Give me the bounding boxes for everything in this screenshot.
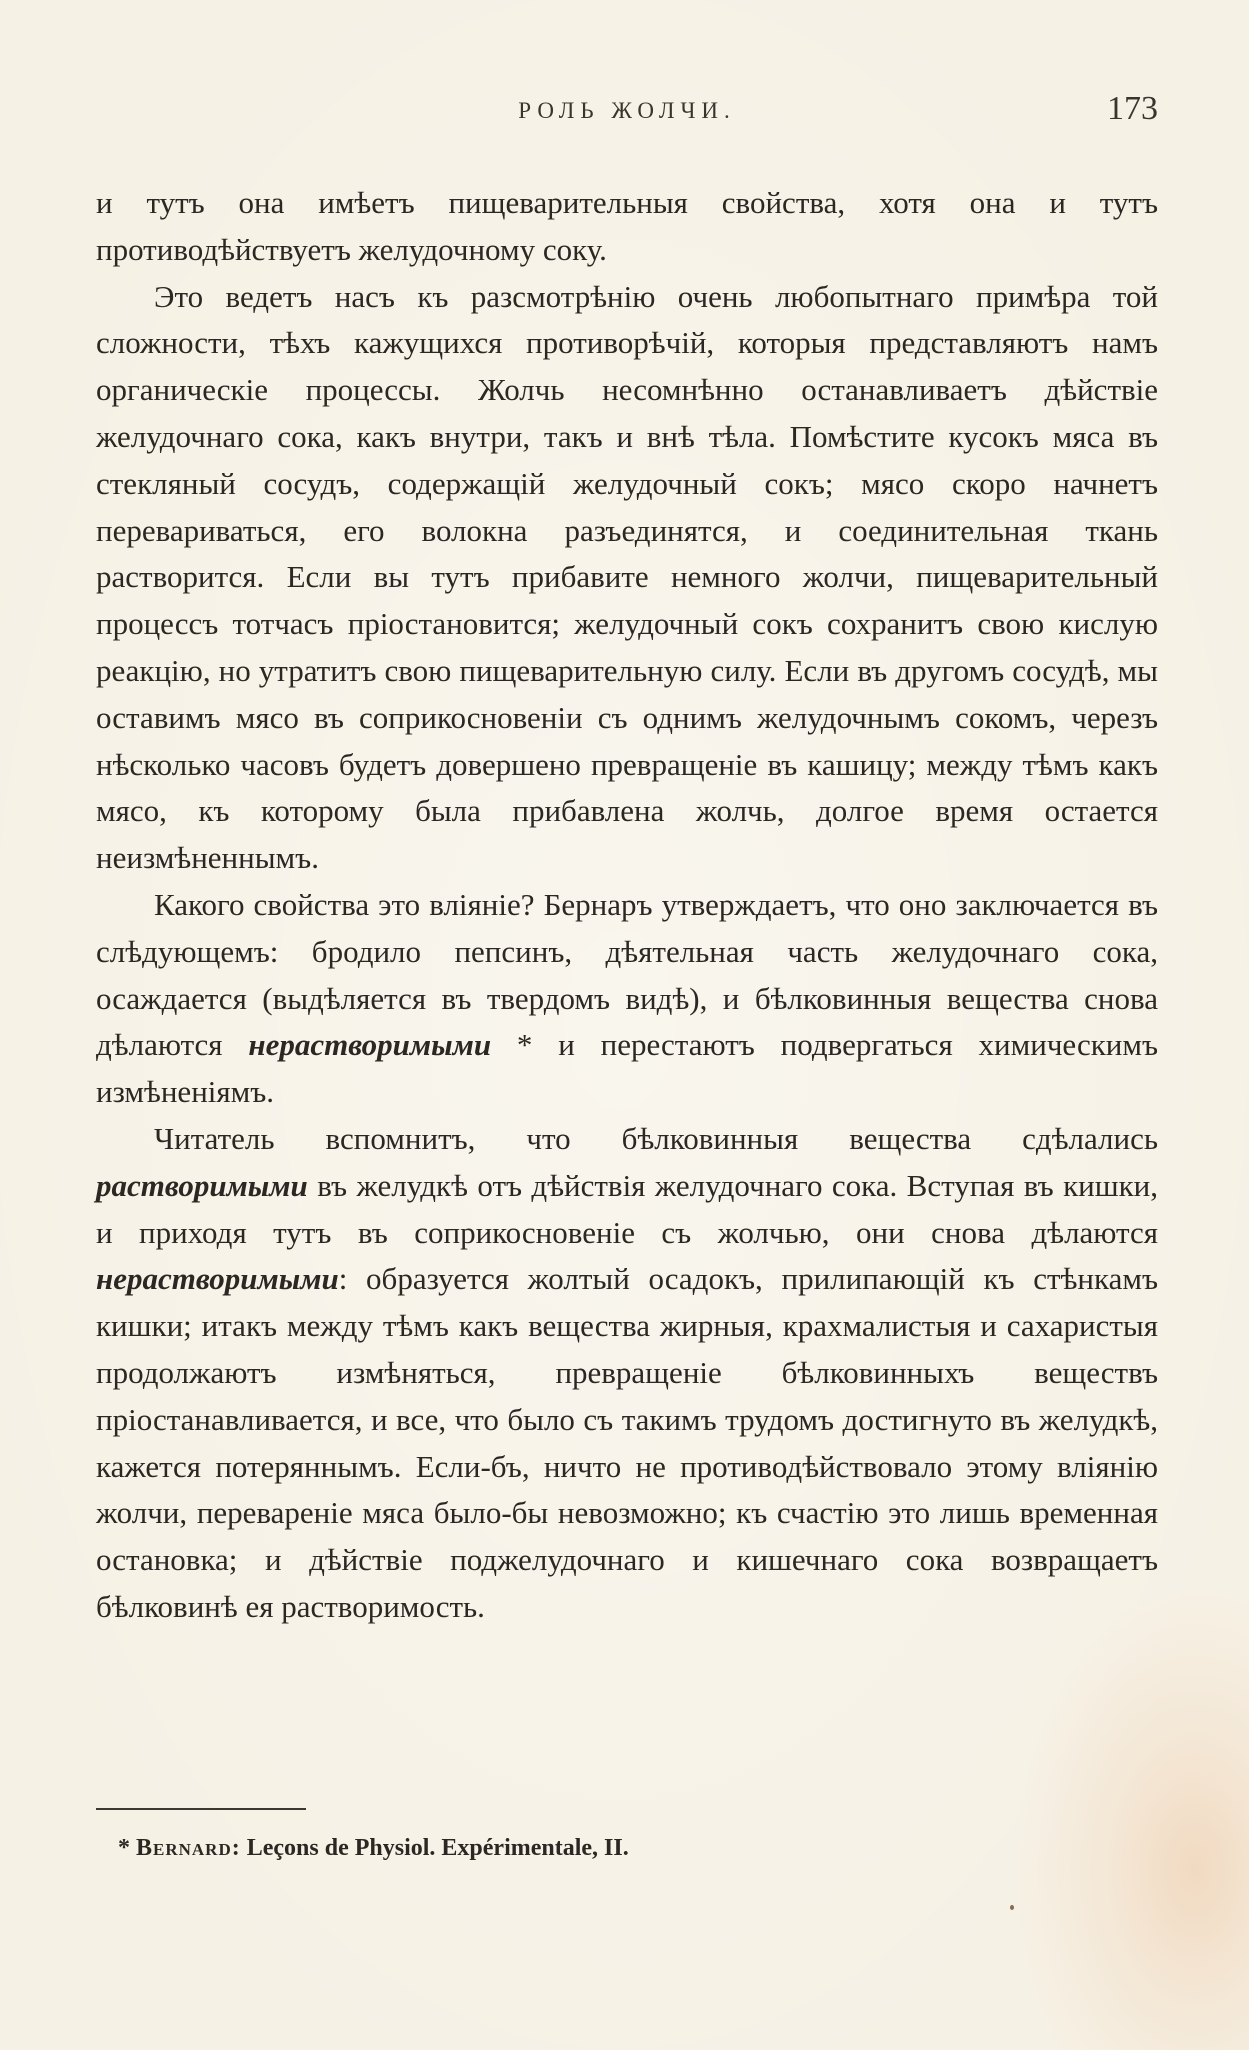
paragraph-1: и тутъ она имѣетъ пищеварительныя свойства, хотя она и тутъ противодѣйствуетъ желудочному соку.: [96, 185, 1158, 267]
paragraph-3-text-a: Какого свойства это вліяніе? Бернаръ утверждаетъ, что оно заключается въ слѣдующемъ: бродило пепсинъ, дѣятельная часть желудочнаго сока, осаждается (выдѣляется въ твердомъ видѣ), и бѣлковинныя вещества снова дѣлаются: [96, 886, 1158, 1063]
paragraph-4: [96, 1116, 1158, 1631]
paragraph-3: [96, 882, 1158, 1116]
running-head: [96, 92, 1158, 132]
italic-term-insoluble-2: нерастворимыми: [96, 1261, 339, 1297]
paragraph-4-text-a: Читатель вспомнитъ, что бѣлковинныя вещества сдѣлались: [154, 1120, 1158, 1156]
italic-term-soluble: растворимыми: [96, 1167, 308, 1203]
footnote-author: Bernard:: [136, 1835, 241, 1861]
ink-speck: [1010, 1905, 1014, 1910]
footnote-rule: [96, 1808, 306, 1810]
footnote: [118, 1835, 1118, 1862]
paragraph-3-text-b: * и перестаютъ подвергаться химическимъ измѣненіямъ.: [96, 1027, 1159, 1110]
page-number: 173: [1107, 90, 1158, 127]
running-title: РОЛЬ ЖОЛЧИ.: [518, 98, 736, 123]
italic-term-insoluble: нерастворимыми: [248, 1027, 492, 1063]
footnote-text: Leçons de Physiol. Expérimentale, II.: [246, 1835, 629, 1861]
paragraph-2: Это ведетъ насъ къ разсмотрѣнію очень любопытнаго примѣра той сложности, тѣхъ кажущихся противорѣчій, которыя представляютъ намъ органическіе процессы. Жолчь несомнѣнно останавливаетъ дѣйствіе желудочнаго сока, какъ внутри, такъ и внѣ тѣла. Помѣстите кусокъ мяса въ стекляный сосудъ, содержащій желудочный сокъ; мясо скоро начнетъ перевариваться, его волокна разъединятся, и соединительная ткань растворится. Если вы тутъ прибавите немного жолчи, пищеварительный процессъ тотчасъ пріостановится; желудочный сокъ сохранитъ свою кислую реакцію, но утратитъ свою пищеварительную силу. Если въ другомъ сосудѣ, мы оставимъ мясо въ соприкосновеніи съ однимъ желудочнымъ сокомъ, черезъ нѣсколько часовъ будетъ довершено превращеніе въ кашицу; между тѣмъ какъ мясо, къ которому была прибавлена жолчь, долгое время остается неизмѣненнымъ.: [96, 278, 1158, 876]
footnote-marker: *: [118, 1835, 130, 1861]
paragraph-4-text-c: : образуется жолтый осадокъ, прилипающій къ стѣнкамъ кишки; итакъ между тѣмъ какъ вещества жирныя, крахмалистыя и сахаристыя продолжаютъ измѣняться, превращеніе бѣлковинныхъ веществъ пріостанавливается, и все, что было съ такимъ трудомъ достигнуто въ желудкѣ, кажется потеряннымъ. Если-бъ, ничто не противодѣйствовало этому вліянію жолчи, перевареніе мяса было-бы невозможно; къ счастію это лишь временная остановка; и дѣйствіе поджелудочнаго и кишечнаго сока возвращаетъ бѣлковинѣ ея растворимость.: [96, 1261, 1158, 1624]
paragraph-4-text-b: въ желудкѣ отъ дѣйствія желудочнаго сока. Вступая въ кишки, и приходя тутъ въ соприкосновеніе съ жолчью, они снова дѣлаются: [96, 1167, 1158, 1250]
body-text: [96, 180, 1158, 1631]
